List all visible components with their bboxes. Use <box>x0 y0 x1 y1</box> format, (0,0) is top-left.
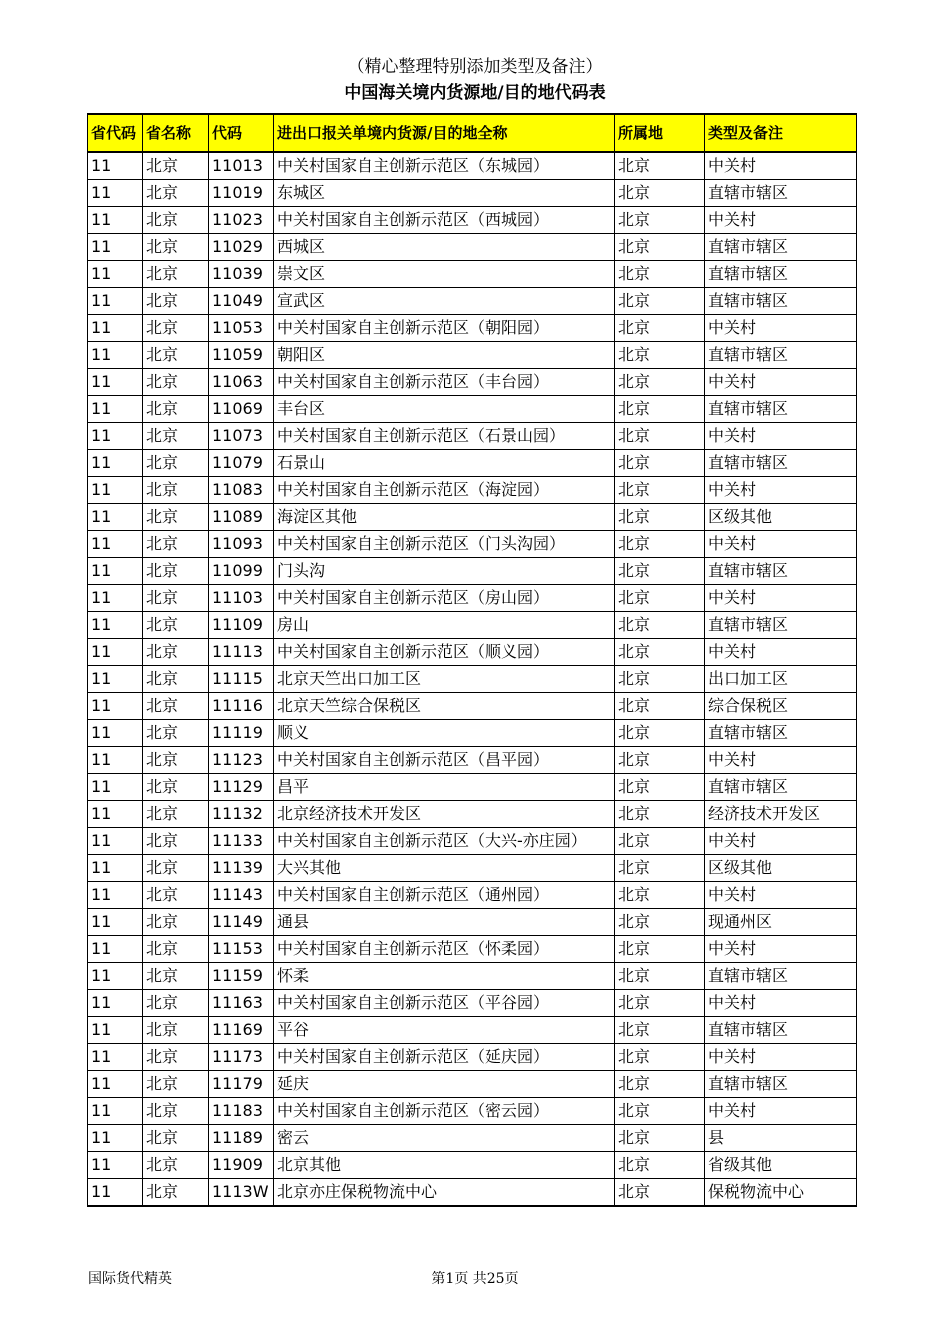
cell-type-remarks: 中关村 <box>705 477 857 504</box>
cell-full-name: 北京天竺出口加工区 <box>274 666 615 693</box>
cell-full-name: 昌平 <box>274 774 615 801</box>
cell-province-code: 11 <box>88 152 143 180</box>
cell-type-remarks: 直辖市辖区 <box>705 720 857 747</box>
cell-code: 11132 <box>209 801 274 828</box>
cell-belongs-to: 北京 <box>615 315 705 342</box>
cell-province-code: 11 <box>88 450 143 477</box>
cell-full-name: 西城区 <box>274 234 615 261</box>
cell-belongs-to: 北京 <box>615 558 705 585</box>
table-row <box>88 720 857 747</box>
cell-type-remarks: 中关村 <box>705 531 857 558</box>
cell-province-name: 北京 <box>143 477 209 504</box>
cell-belongs-to: 北京 <box>615 234 705 261</box>
cell-province-name: 北京 <box>143 855 209 882</box>
cell-code: 11019 <box>209 180 274 207</box>
cell-code: 11113 <box>209 639 274 666</box>
cell-type-remarks: 直辖市辖区 <box>705 234 857 261</box>
cell-type-remarks: 直辖市辖区 <box>705 774 857 801</box>
cell-code: 11143 <box>209 882 274 909</box>
table-row <box>88 477 857 504</box>
cell-province-name: 北京 <box>143 342 209 369</box>
cell-type-remarks: 县 <box>705 1125 857 1152</box>
cell-province-name: 北京 <box>143 774 209 801</box>
cell-province-name: 北京 <box>143 234 209 261</box>
cell-belongs-to: 北京 <box>615 882 705 909</box>
cell-province-name: 北京 <box>143 369 209 396</box>
cell-province-name: 北京 <box>143 936 209 963</box>
cell-code: 11059 <box>209 342 274 369</box>
cell-belongs-to: 北京 <box>615 152 705 180</box>
cell-belongs-to: 北京 <box>615 720 705 747</box>
cell-full-name: 中关村国家自主创新示范区（延庆园） <box>274 1044 615 1071</box>
cell-type-remarks: 省级其他 <box>705 1152 857 1179</box>
table-row <box>88 774 857 801</box>
cell-province-name: 北京 <box>143 1152 209 1179</box>
table-body <box>88 152 857 1206</box>
cell-province-code: 11 <box>88 477 143 504</box>
cell-belongs-to: 北京 <box>615 531 705 558</box>
cell-province-code: 11 <box>88 666 143 693</box>
cell-belongs-to: 北京 <box>615 693 705 720</box>
cell-belongs-to: 北京 <box>615 450 705 477</box>
cell-type-remarks: 区级其他 <box>705 855 857 882</box>
cell-full-name: 北京经济技术开发区 <box>274 801 615 828</box>
cell-province-code: 11 <box>88 288 143 315</box>
cell-type-remarks: 直辖市辖区 <box>705 1017 857 1044</box>
cell-province-code: 11 <box>88 828 143 855</box>
table-row <box>88 234 857 261</box>
cell-province-name: 北京 <box>143 1179 209 1207</box>
cell-belongs-to: 北京 <box>615 1017 705 1044</box>
cell-code: 11079 <box>209 450 274 477</box>
cell-province-code: 11 <box>88 585 143 612</box>
cell-type-remarks: 中关村 <box>705 639 857 666</box>
cell-type-remarks: 中关村 <box>705 207 857 234</box>
cell-belongs-to: 北京 <box>615 342 705 369</box>
table-row <box>88 639 857 666</box>
table-row <box>88 612 857 639</box>
cell-belongs-to: 北京 <box>615 612 705 639</box>
cell-full-name: 宣武区 <box>274 288 615 315</box>
cell-province-name: 北京 <box>143 558 209 585</box>
cell-type-remarks: 中关村 <box>705 423 857 450</box>
cell-full-name: 中关村国家自主创新示范区（丰台园） <box>274 369 615 396</box>
cell-province-code: 11 <box>88 423 143 450</box>
cell-type-remarks: 综合保税区 <box>705 693 857 720</box>
cell-province-name: 北京 <box>143 504 209 531</box>
cell-full-name: 中关村国家自主创新示范区（怀柔园） <box>274 936 615 963</box>
table-row <box>88 261 857 288</box>
cell-belongs-to: 北京 <box>615 585 705 612</box>
cell-province-name: 北京 <box>143 531 209 558</box>
table-row <box>88 828 857 855</box>
cell-type-remarks: 中关村 <box>705 1044 857 1071</box>
cell-full-name: 大兴其他 <box>274 855 615 882</box>
cell-province-name: 北京 <box>143 720 209 747</box>
cell-province-name: 北京 <box>143 288 209 315</box>
cell-full-name: 中关村国家自主创新示范区（顺义园） <box>274 639 615 666</box>
footer-page-number: 第1页 共25页 <box>431 1271 519 1287</box>
cell-belongs-to: 北京 <box>615 666 705 693</box>
cell-full-name: 东城区 <box>274 180 615 207</box>
cell-province-code: 11 <box>88 936 143 963</box>
cell-full-name: 中关村国家自主创新示范区（西城园） <box>274 207 615 234</box>
cell-code: 11173 <box>209 1044 274 1071</box>
cell-province-code: 11 <box>88 315 143 342</box>
table-row <box>88 288 857 315</box>
cell-belongs-to: 北京 <box>615 909 705 936</box>
cell-belongs-to: 北京 <box>615 396 705 423</box>
table-row <box>88 909 857 936</box>
cell-province-code: 11 <box>88 882 143 909</box>
cell-province-name: 北京 <box>143 828 209 855</box>
cell-type-remarks: 中关村 <box>705 315 857 342</box>
cell-code: 11153 <box>209 936 274 963</box>
cell-belongs-to: 北京 <box>615 1044 705 1071</box>
cell-code: 11089 <box>209 504 274 531</box>
cell-province-code: 11 <box>88 504 143 531</box>
cell-type-remarks: 中关村 <box>705 936 857 963</box>
cell-code: 11163 <box>209 990 274 1017</box>
table-row <box>88 1017 857 1044</box>
cell-full-name: 北京亦庄保税物流中心 <box>274 1179 615 1207</box>
cell-code: 11103 <box>209 585 274 612</box>
cell-province-code: 11 <box>88 801 143 828</box>
cell-province-name: 北京 <box>143 963 209 990</box>
cell-type-remarks: 中关村 <box>705 585 857 612</box>
cell-code: 11099 <box>209 558 274 585</box>
cell-belongs-to: 北京 <box>615 288 705 315</box>
column-header-province-name: 省名称 <box>143 114 209 152</box>
cell-full-name: 丰台区 <box>274 396 615 423</box>
cell-province-code: 11 <box>88 180 143 207</box>
cell-code: 1113W <box>209 1179 274 1207</box>
cell-belongs-to: 北京 <box>615 504 705 531</box>
table-row <box>88 585 857 612</box>
table-row <box>88 1071 857 1098</box>
table-row <box>88 936 857 963</box>
table-row <box>88 342 857 369</box>
cell-province-code: 11 <box>88 1071 143 1098</box>
cell-province-code: 11 <box>88 1125 143 1152</box>
cell-full-name: 中关村国家自主创新示范区（石景山园） <box>274 423 615 450</box>
table-row <box>88 963 857 990</box>
cell-province-code: 11 <box>88 396 143 423</box>
cell-type-remarks: 直辖市辖区 <box>705 261 857 288</box>
cell-province-name: 北京 <box>143 801 209 828</box>
cell-type-remarks: 直辖市辖区 <box>705 1071 857 1098</box>
cell-province-name: 北京 <box>143 693 209 720</box>
cell-code: 11169 <box>209 1017 274 1044</box>
table-row <box>88 531 857 558</box>
cell-full-name: 中关村国家自主创新示范区（房山园） <box>274 585 615 612</box>
cell-province-code: 11 <box>88 747 143 774</box>
cell-province-code: 11 <box>88 558 143 585</box>
cell-code: 11013 <box>209 152 274 180</box>
cell-full-name: 中关村国家自主创新示范区（大兴-亦庄园） <box>274 828 615 855</box>
table-row <box>88 1044 857 1071</box>
table-row <box>88 666 857 693</box>
cell-full-name: 房山 <box>274 612 615 639</box>
cell-province-code: 11 <box>88 1098 143 1125</box>
cell-belongs-to: 北京 <box>615 1125 705 1152</box>
document-title: 中国海关境内货源地/目的地代码表 <box>344 83 606 103</box>
cell-full-name: 中关村国家自主创新示范区（海淀园） <box>274 477 615 504</box>
cell-belongs-to: 北京 <box>615 963 705 990</box>
cell-province-name: 北京 <box>143 207 209 234</box>
cell-full-name: 海淀区其他 <box>274 504 615 531</box>
column-header-full-name: 进出口报关单境内货源/目的地全称 <box>274 114 615 152</box>
cell-province-name: 北京 <box>143 315 209 342</box>
cell-type-remarks: 经济技术开发区 <box>705 801 857 828</box>
cell-province-code: 11 <box>88 720 143 747</box>
cell-full-name: 顺义 <box>274 720 615 747</box>
table-row <box>88 396 857 423</box>
table-row <box>88 152 857 180</box>
table-row <box>88 180 857 207</box>
table-row <box>88 1179 857 1207</box>
cell-code: 11189 <box>209 1125 274 1152</box>
cell-province-name: 北京 <box>143 882 209 909</box>
cell-belongs-to: 北京 <box>615 774 705 801</box>
cell-belongs-to: 北京 <box>615 1098 705 1125</box>
table-row <box>88 423 857 450</box>
table-row <box>88 315 857 342</box>
cell-code: 11063 <box>209 369 274 396</box>
cell-type-remarks: 现通州区 <box>705 909 857 936</box>
cell-type-remarks: 直辖市辖区 <box>705 450 857 477</box>
cell-province-code: 11 <box>88 1152 143 1179</box>
cell-full-name: 中关村国家自主创新示范区（密云园） <box>274 1098 615 1125</box>
cell-type-remarks: 直辖市辖区 <box>705 963 857 990</box>
cell-province-code: 11 <box>88 909 143 936</box>
cell-province-code: 11 <box>88 1179 143 1207</box>
cell-code: 11029 <box>209 234 274 261</box>
cell-province-code: 11 <box>88 261 143 288</box>
cell-belongs-to: 北京 <box>615 1179 705 1207</box>
table-row <box>88 1125 857 1152</box>
cell-code: 11909 <box>209 1152 274 1179</box>
cell-full-name: 中关村国家自主创新示范区（朝阳园） <box>274 315 615 342</box>
cell-full-name: 中关村国家自主创新示范区（平谷园） <box>274 990 615 1017</box>
cell-province-code: 11 <box>88 207 143 234</box>
cell-full-name: 石景山 <box>274 450 615 477</box>
table-row <box>88 1098 857 1125</box>
cell-belongs-to: 北京 <box>615 801 705 828</box>
cell-type-remarks: 出口加工区 <box>705 666 857 693</box>
cell-province-name: 北京 <box>143 180 209 207</box>
cell-belongs-to: 北京 <box>615 1071 705 1098</box>
cell-code: 11115 <box>209 666 274 693</box>
cell-type-remarks: 中关村 <box>705 747 857 774</box>
column-header-belongs-to: 所属地 <box>615 114 705 152</box>
cell-province-name: 北京 <box>143 1044 209 1071</box>
table-row <box>88 558 857 585</box>
cell-full-name: 怀柔 <box>274 963 615 990</box>
cell-province-name: 北京 <box>143 666 209 693</box>
origin-destination-code-table <box>87 113 857 1207</box>
cell-type-remarks: 直辖市辖区 <box>705 558 857 585</box>
cell-province-name: 北京 <box>143 1125 209 1152</box>
cell-code: 11053 <box>209 315 274 342</box>
cell-full-name: 朝阳区 <box>274 342 615 369</box>
cell-province-code: 11 <box>88 342 143 369</box>
cell-type-remarks: 直辖市辖区 <box>705 180 857 207</box>
cell-type-remarks: 中关村 <box>705 828 857 855</box>
cell-full-name: 北京天竺综合保税区 <box>274 693 615 720</box>
cell-full-name: 中关村国家自主创新示范区（通州园） <box>274 882 615 909</box>
cell-full-name: 延庆 <box>274 1071 615 1098</box>
document-subtitle: （精心整理特别添加类型及备注） <box>347 57 603 77</box>
cell-province-code: 11 <box>88 531 143 558</box>
cell-province-code: 11 <box>88 369 143 396</box>
cell-code: 11123 <box>209 747 274 774</box>
table-header-row <box>88 114 857 152</box>
table-row <box>88 207 857 234</box>
cell-province-name: 北京 <box>143 747 209 774</box>
cell-province-name: 北京 <box>143 585 209 612</box>
cell-code: 11179 <box>209 1071 274 1098</box>
cell-code: 11023 <box>209 207 274 234</box>
cell-belongs-to: 北京 <box>615 639 705 666</box>
cell-code: 11069 <box>209 396 274 423</box>
cell-belongs-to: 北京 <box>615 855 705 882</box>
cell-full-name: 平谷 <box>274 1017 615 1044</box>
cell-type-remarks: 中关村 <box>705 882 857 909</box>
table-row <box>88 801 857 828</box>
cell-province-name: 北京 <box>143 909 209 936</box>
cell-province-code: 11 <box>88 639 143 666</box>
cell-type-remarks: 中关村 <box>705 369 857 396</box>
column-header-type-remarks: 类型及备注 <box>705 114 857 152</box>
table-row <box>88 747 857 774</box>
cell-type-remarks: 中关村 <box>705 990 857 1017</box>
cell-province-name: 北京 <box>143 396 209 423</box>
cell-province-name: 北京 <box>143 1071 209 1098</box>
cell-type-remarks: 区级其他 <box>705 504 857 531</box>
cell-province-code: 11 <box>88 855 143 882</box>
cell-type-remarks: 中关村 <box>705 152 857 180</box>
cell-code: 11149 <box>209 909 274 936</box>
cell-belongs-to: 北京 <box>615 990 705 1017</box>
cell-full-name: 中关村国家自主创新示范区（门头沟园） <box>274 531 615 558</box>
cell-code: 11129 <box>209 774 274 801</box>
cell-code: 11083 <box>209 477 274 504</box>
cell-code: 11073 <box>209 423 274 450</box>
cell-code: 11049 <box>209 288 274 315</box>
cell-code: 11116 <box>209 693 274 720</box>
cell-type-remarks: 中关村 <box>705 1098 857 1125</box>
cell-province-name: 北京 <box>143 423 209 450</box>
cell-belongs-to: 北京 <box>615 747 705 774</box>
cell-province-name: 北京 <box>143 612 209 639</box>
cell-belongs-to: 北京 <box>615 423 705 450</box>
cell-province-name: 北京 <box>143 990 209 1017</box>
cell-belongs-to: 北京 <box>615 180 705 207</box>
cell-full-name: 门头沟 <box>274 558 615 585</box>
cell-province-name: 北京 <box>143 152 209 180</box>
cell-code: 11119 <box>209 720 274 747</box>
cell-type-remarks: 直辖市辖区 <box>705 288 857 315</box>
cell-belongs-to: 北京 <box>615 477 705 504</box>
table-row <box>88 990 857 1017</box>
cell-province-code: 11 <box>88 963 143 990</box>
table-row <box>88 693 857 720</box>
cell-full-name: 通县 <box>274 909 615 936</box>
column-header-province-code: 省代码 <box>88 114 143 152</box>
cell-code: 11133 <box>209 828 274 855</box>
cell-code: 11109 <box>209 612 274 639</box>
cell-full-name: 北京其他 <box>274 1152 615 1179</box>
cell-province-name: 北京 <box>143 450 209 477</box>
cell-full-name: 密云 <box>274 1125 615 1152</box>
cell-belongs-to: 北京 <box>615 828 705 855</box>
table-row <box>88 504 857 531</box>
cell-type-remarks: 直辖市辖区 <box>705 612 857 639</box>
cell-belongs-to: 北京 <box>615 261 705 288</box>
cell-belongs-to: 北京 <box>615 369 705 396</box>
cell-belongs-to: 北京 <box>615 207 705 234</box>
cell-type-remarks: 直辖市辖区 <box>705 396 857 423</box>
cell-province-code: 11 <box>88 693 143 720</box>
cell-belongs-to: 北京 <box>615 936 705 963</box>
cell-code: 11183 <box>209 1098 274 1125</box>
cell-full-name: 中关村国家自主创新示范区（东城园） <box>274 152 615 180</box>
cell-full-name: 崇文区 <box>274 261 615 288</box>
cell-type-remarks: 保税物流中心 <box>705 1179 857 1207</box>
cell-code: 11159 <box>209 963 274 990</box>
table-row <box>88 369 857 396</box>
cell-province-name: 北京 <box>143 1017 209 1044</box>
cell-belongs-to: 北京 <box>615 1152 705 1179</box>
column-header-code: 代码 <box>209 114 274 152</box>
table-row <box>88 450 857 477</box>
table-row <box>88 855 857 882</box>
footer-brand: 国际货代精英 <box>88 1271 172 1287</box>
cell-code: 11139 <box>209 855 274 882</box>
cell-province-code: 11 <box>88 234 143 261</box>
cell-full-name: 中关村国家自主创新示范区（昌平园） <box>274 747 615 774</box>
cell-province-code: 11 <box>88 1017 143 1044</box>
cell-province-name: 北京 <box>143 261 209 288</box>
cell-type-remarks: 直辖市辖区 <box>705 342 857 369</box>
cell-code: 11093 <box>209 531 274 558</box>
table-row <box>88 882 857 909</box>
cell-province-code: 11 <box>88 990 143 1017</box>
cell-province-code: 11 <box>88 612 143 639</box>
cell-code: 11039 <box>209 261 274 288</box>
table-row <box>88 1152 857 1179</box>
cell-province-code: 11 <box>88 774 143 801</box>
cell-province-code: 11 <box>88 1044 143 1071</box>
cell-province-name: 北京 <box>143 1098 209 1125</box>
cell-province-name: 北京 <box>143 639 209 666</box>
